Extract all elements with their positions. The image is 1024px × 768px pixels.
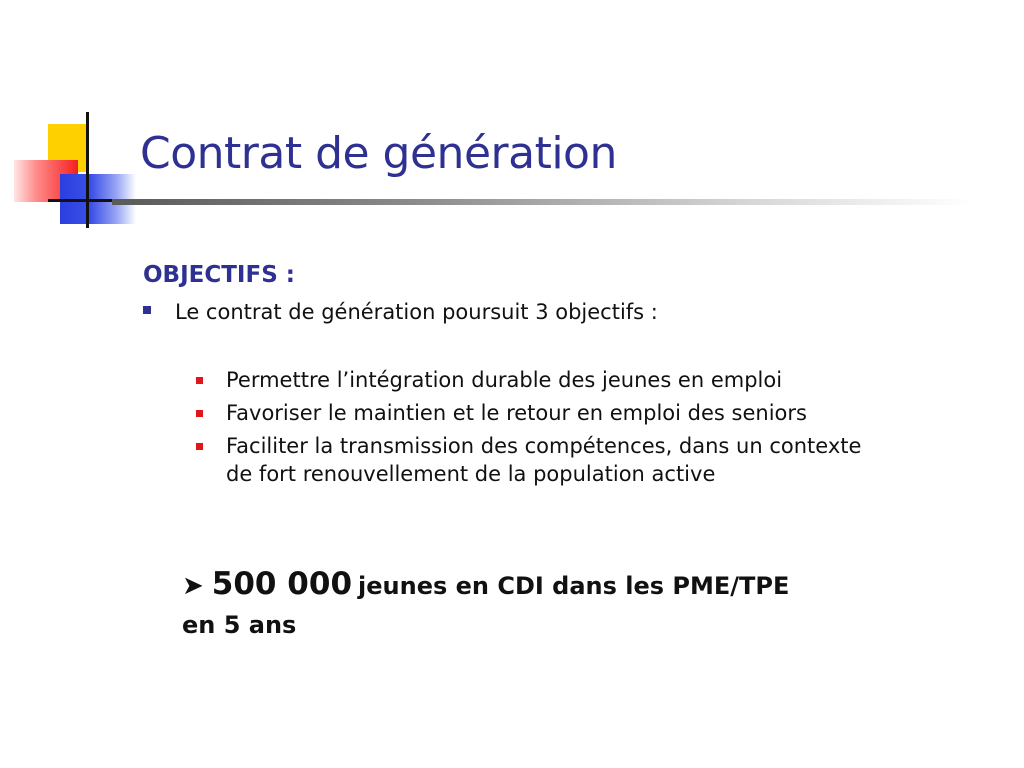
section-heading: OBJECTIFS : [143,262,295,288]
intro-line [143,298,1003,326]
conclusion-figure: 500 000 [211,566,353,602]
objective-text: Faciliter la transmission des compétences, dans un contexte [226,434,862,458]
square-bullet-icon [196,377,203,384]
objectives-list [196,366,996,493]
title-underline [112,199,972,205]
conclusion-text-continuation: en 5 ans [182,611,297,639]
list-item [196,366,996,394]
conclusion-line [182,564,982,609]
list-item [196,432,996,488]
intro-text: Le contrat de génération poursuit 3 objectifs : [175,300,658,324]
square-bullet-icon [143,306,151,314]
slide-title: Contrat de génération [140,128,617,179]
objective-text: Permettre l’intégration durable des jeunes en emploi [226,368,783,392]
arrow-right-icon: ➤ [182,571,204,601]
conclusion-statement [182,564,982,641]
list-item [196,399,996,427]
square-bullet-icon [196,410,203,417]
square-bullet-icon [196,443,203,450]
logo-vertical-line [86,112,89,228]
conclusion-text: jeunes en CDI dans les PME/TPE [358,572,790,600]
objective-text-continuation: de fort renouvellement de la population active [226,462,716,486]
objective-text: Favoriser le maintien et le retour en emploi des seniors [226,401,807,425]
